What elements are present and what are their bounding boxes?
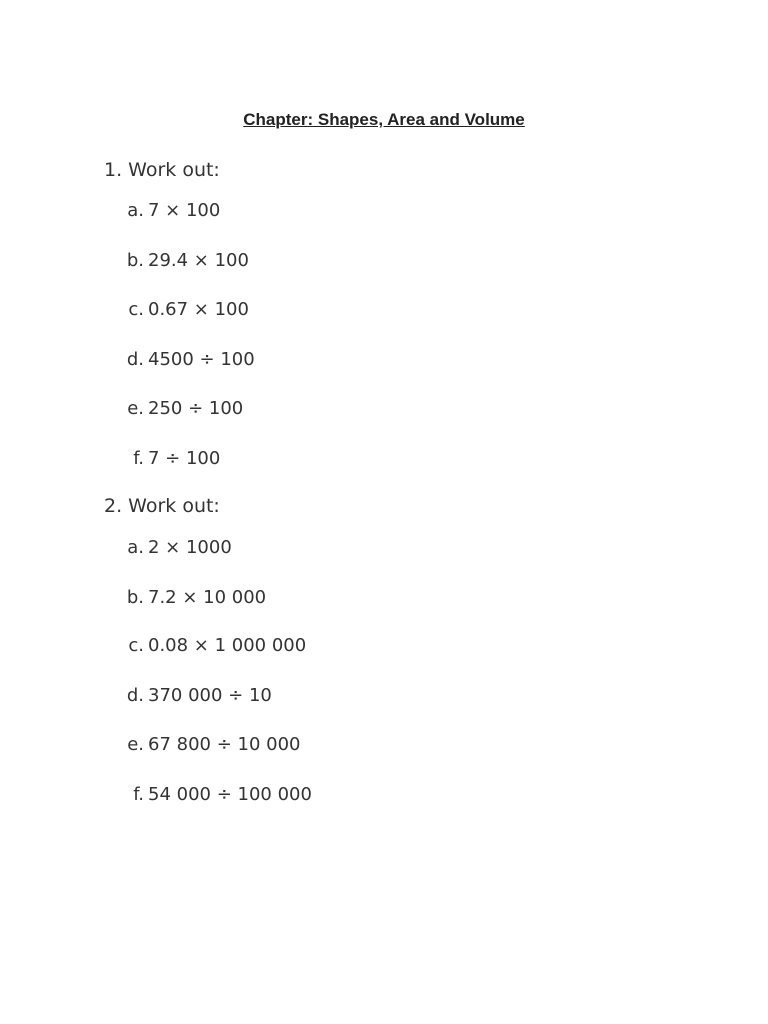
item-letter: f.	[133, 784, 144, 805]
item-letter: d.	[126, 685, 144, 706]
item-expression: 7.2 × 10 000	[148, 587, 267, 608]
item-expression: 2 × 1000	[148, 537, 232, 558]
item-letter: a.	[127, 200, 144, 221]
item-letter: f.	[133, 448, 144, 469]
item-expression: 250 ÷ 100	[148, 398, 244, 419]
item-letter: c.	[128, 299, 144, 320]
item-letter: c.	[128, 635, 144, 656]
item-letter: a.	[127, 537, 144, 558]
item-expression: 4500 ÷ 100	[148, 349, 255, 370]
item-letter: b.	[126, 250, 144, 271]
item-expression: 370 000 ÷ 10	[148, 685, 272, 706]
page-title: Chapter: Shapes, Area and Volume	[243, 110, 525, 129]
item-expression: 29.4 × 100	[148, 250, 249, 271]
item-expression: 7 ÷ 100	[148, 448, 221, 469]
question-2-heading: 2. Work out:	[104, 495, 220, 517]
item-expression: 7 × 100	[148, 200, 221, 221]
item-letter: e.	[127, 734, 144, 755]
item-letter: d.	[126, 349, 144, 370]
item-expression: 0.67 × 100	[148, 299, 249, 320]
item-letter: e.	[127, 398, 144, 419]
item-letter: b.	[126, 587, 144, 608]
item-expression: 54 000 ÷ 100 000	[148, 784, 312, 805]
item-expression: 0.08 × 1 000 000	[148, 635, 307, 656]
question-1-heading: 1. Work out:	[104, 159, 220, 181]
item-expression: 67 800 ÷ 10 000	[148, 734, 301, 755]
